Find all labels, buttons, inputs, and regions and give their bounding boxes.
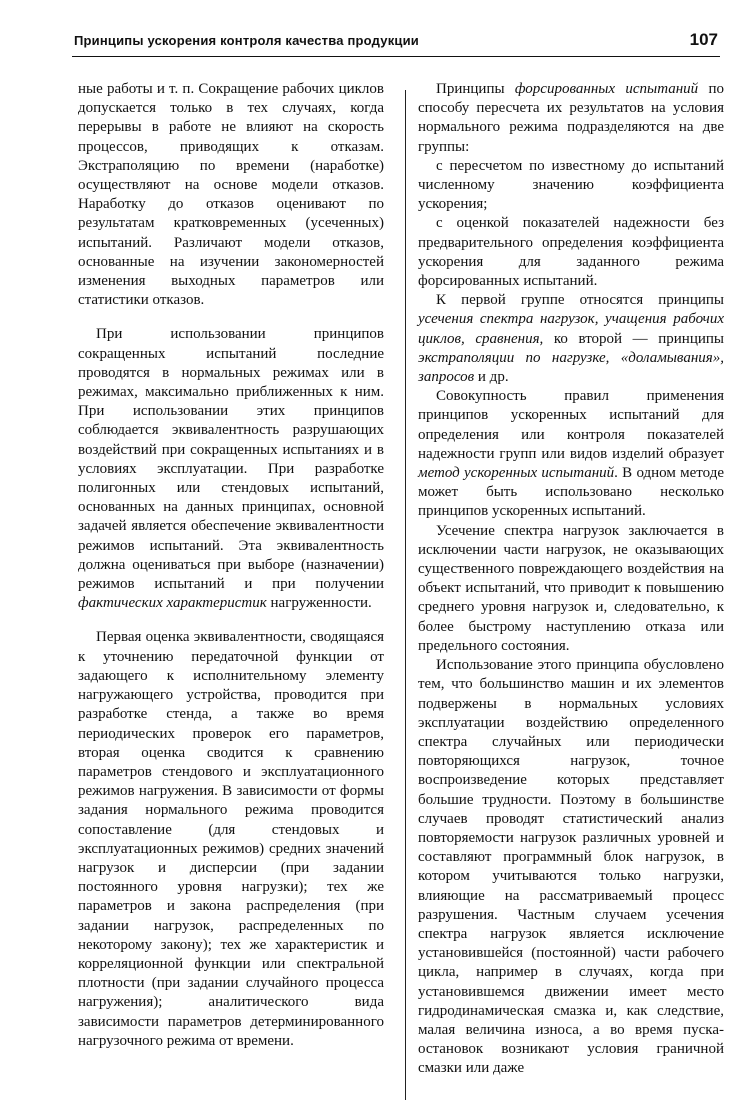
left-paragraph-1: ные работы и т. п. Сокращение рабочих циклов допускается только в тех случаях, когда перерывы в работе не влияют на скорость процессов, приводящих к отказам. Экстраполяцию по времени (наработке) осуществляют на основе модели отказов. Наработку до отказов оценивают по результатам кратковременных (усеченных) испытаний. Различают модели отказов, основанные на изучении закономерностей изменения выходных параметров или статистики отказов. <box>78 81 384 309</box>
left-column <box>78 80 384 1051</box>
emphasis-text: метод ускоренных испытаний <box>418 465 615 482</box>
text-run: по способу пересчета их результатов на условия нормального режима подразделяются на две группы: <box>418 81 724 155</box>
right-paragraph-1 <box>418 80 724 157</box>
emphasis-text: усечения спектра нагрузок, учащения рабочих циклов, сравнения, <box>418 311 724 347</box>
right-paragraph-4 <box>418 291 724 387</box>
text-run: . В одном методе может быть использовано несколько принципов ускоренных испытаний. <box>418 465 724 520</box>
right-column <box>418 80 724 1079</box>
text-run: нагруженности. <box>266 595 372 612</box>
left-paragraph-3: Первая оценка эквивалентности, сводящаяся к уточнению передаточной функции от задающего к исполнительному элементу нагружающего устройства, проводится при разработке стенда, а также во время периодических проверок его параметров, вторая оценка сводится к сравнению параметров стендового и эксплуатационного режимов нагружения. В зависимости от формы задания нормального режима проводится сопоставление (для стендовых и эксплуатационных режимов) средних значений нагрузок и дисперсии (при задании постоянного уровня нагрузки); тех же параметров и закона распределения (при задании нагрузок, распределенных по некоторому закону); тех же характеристик и корреляционной функции или спектральной плотности (при задании случайного процесса нагружения); аналитического вида зависимости параметров детерминированного нагрузочного режима от времени. <box>78 629 384 1049</box>
right-paragraph-6: Усечение спектра нагрузок заключается в исключении части нагрузок, не оказывающих существенного повреждающего воздействия на объект испытаний, что приводит к повышению среднего уровня нагрузок и, следовательно, к более быстрому наступлению отказа или предельного состояния. <box>418 522 724 654</box>
left-paragraph-2 <box>78 325 384 613</box>
emphasis-text: форсированных испытаний <box>514 81 699 97</box>
running-title: Принципы ускорения контроля качества продукции <box>74 33 419 48</box>
text-run: Принципы <box>436 81 515 97</box>
right-paragraph-5 <box>418 387 724 521</box>
text-run: и др. <box>474 369 509 386</box>
text-run: ко второй — принципы <box>543 330 724 347</box>
text-run: Совокупность правил применения принципов ускоренных испытаний для определения или контроля показателей надежности групп или видов изделий образует <box>418 388 724 462</box>
emphasis-text: экстраполяции по нагрузке, «доламывания», запросов <box>418 349 724 386</box>
right-paragraph-2: с пересчетом по известному до испытаний численному значению коэффициента ускорения; <box>418 157 724 213</box>
page-number: 107 <box>689 30 718 49</box>
right-paragraph-3: с оценкой показателей надежности без предварительного определения коэффициента ускорения для заданного режима форсированных испытаний. <box>418 215 724 290</box>
text-run: При использовании принципов сокращенных испытаний последние проводятся в нормальных режимах или в режимах, максимально приближенных к ним. При использовании этих принципов соблюдается эквивалентность разрушающих воздействий при сокращенных испытаниях и в условиях эксплуатации. При разработке полигонных или стендовых испытаний, основанных на данных принципах, основной задачей является обеспечение эквивалентности режимов испытаний. Эта эквивалентность должна оцениваться при выборе (назначении) режимов испытаний и при получении <box>78 326 384 593</box>
right-paragraph-7: Использование этого принципа обусловлено тем, что большинство машин и их элементов подвержены в нормальных условиях эксплуатации воздействию определенного спектра случайных или периодически повторяющихся нагрузок, точное воспроизведение которых представляет большие трудности. Поэтому в большинстве случаев проводят статистический анализ повторяемости нагрузок различных уровней и составляют программный блок нагрузок, в котором учитываются только нагрузки, влияющие на рассматриваемый процесс разрушения. Частным случаем усечения спектра нагрузок является исключение установившейся (постоянной) части рабочего цикла, например в случаях, когда при установившемся движении имеет место гидродинамическая смазка и, как следствие, малая величина износа, а во время пуска-остановок возникают условия граничной смазки или даже <box>418 657 724 1077</box>
page-header <box>72 30 720 57</box>
column-divider <box>405 90 406 1100</box>
emphasis-text: фактических характеристик <box>78 595 267 612</box>
text-run: К первой группе относятся принципы <box>436 292 724 309</box>
